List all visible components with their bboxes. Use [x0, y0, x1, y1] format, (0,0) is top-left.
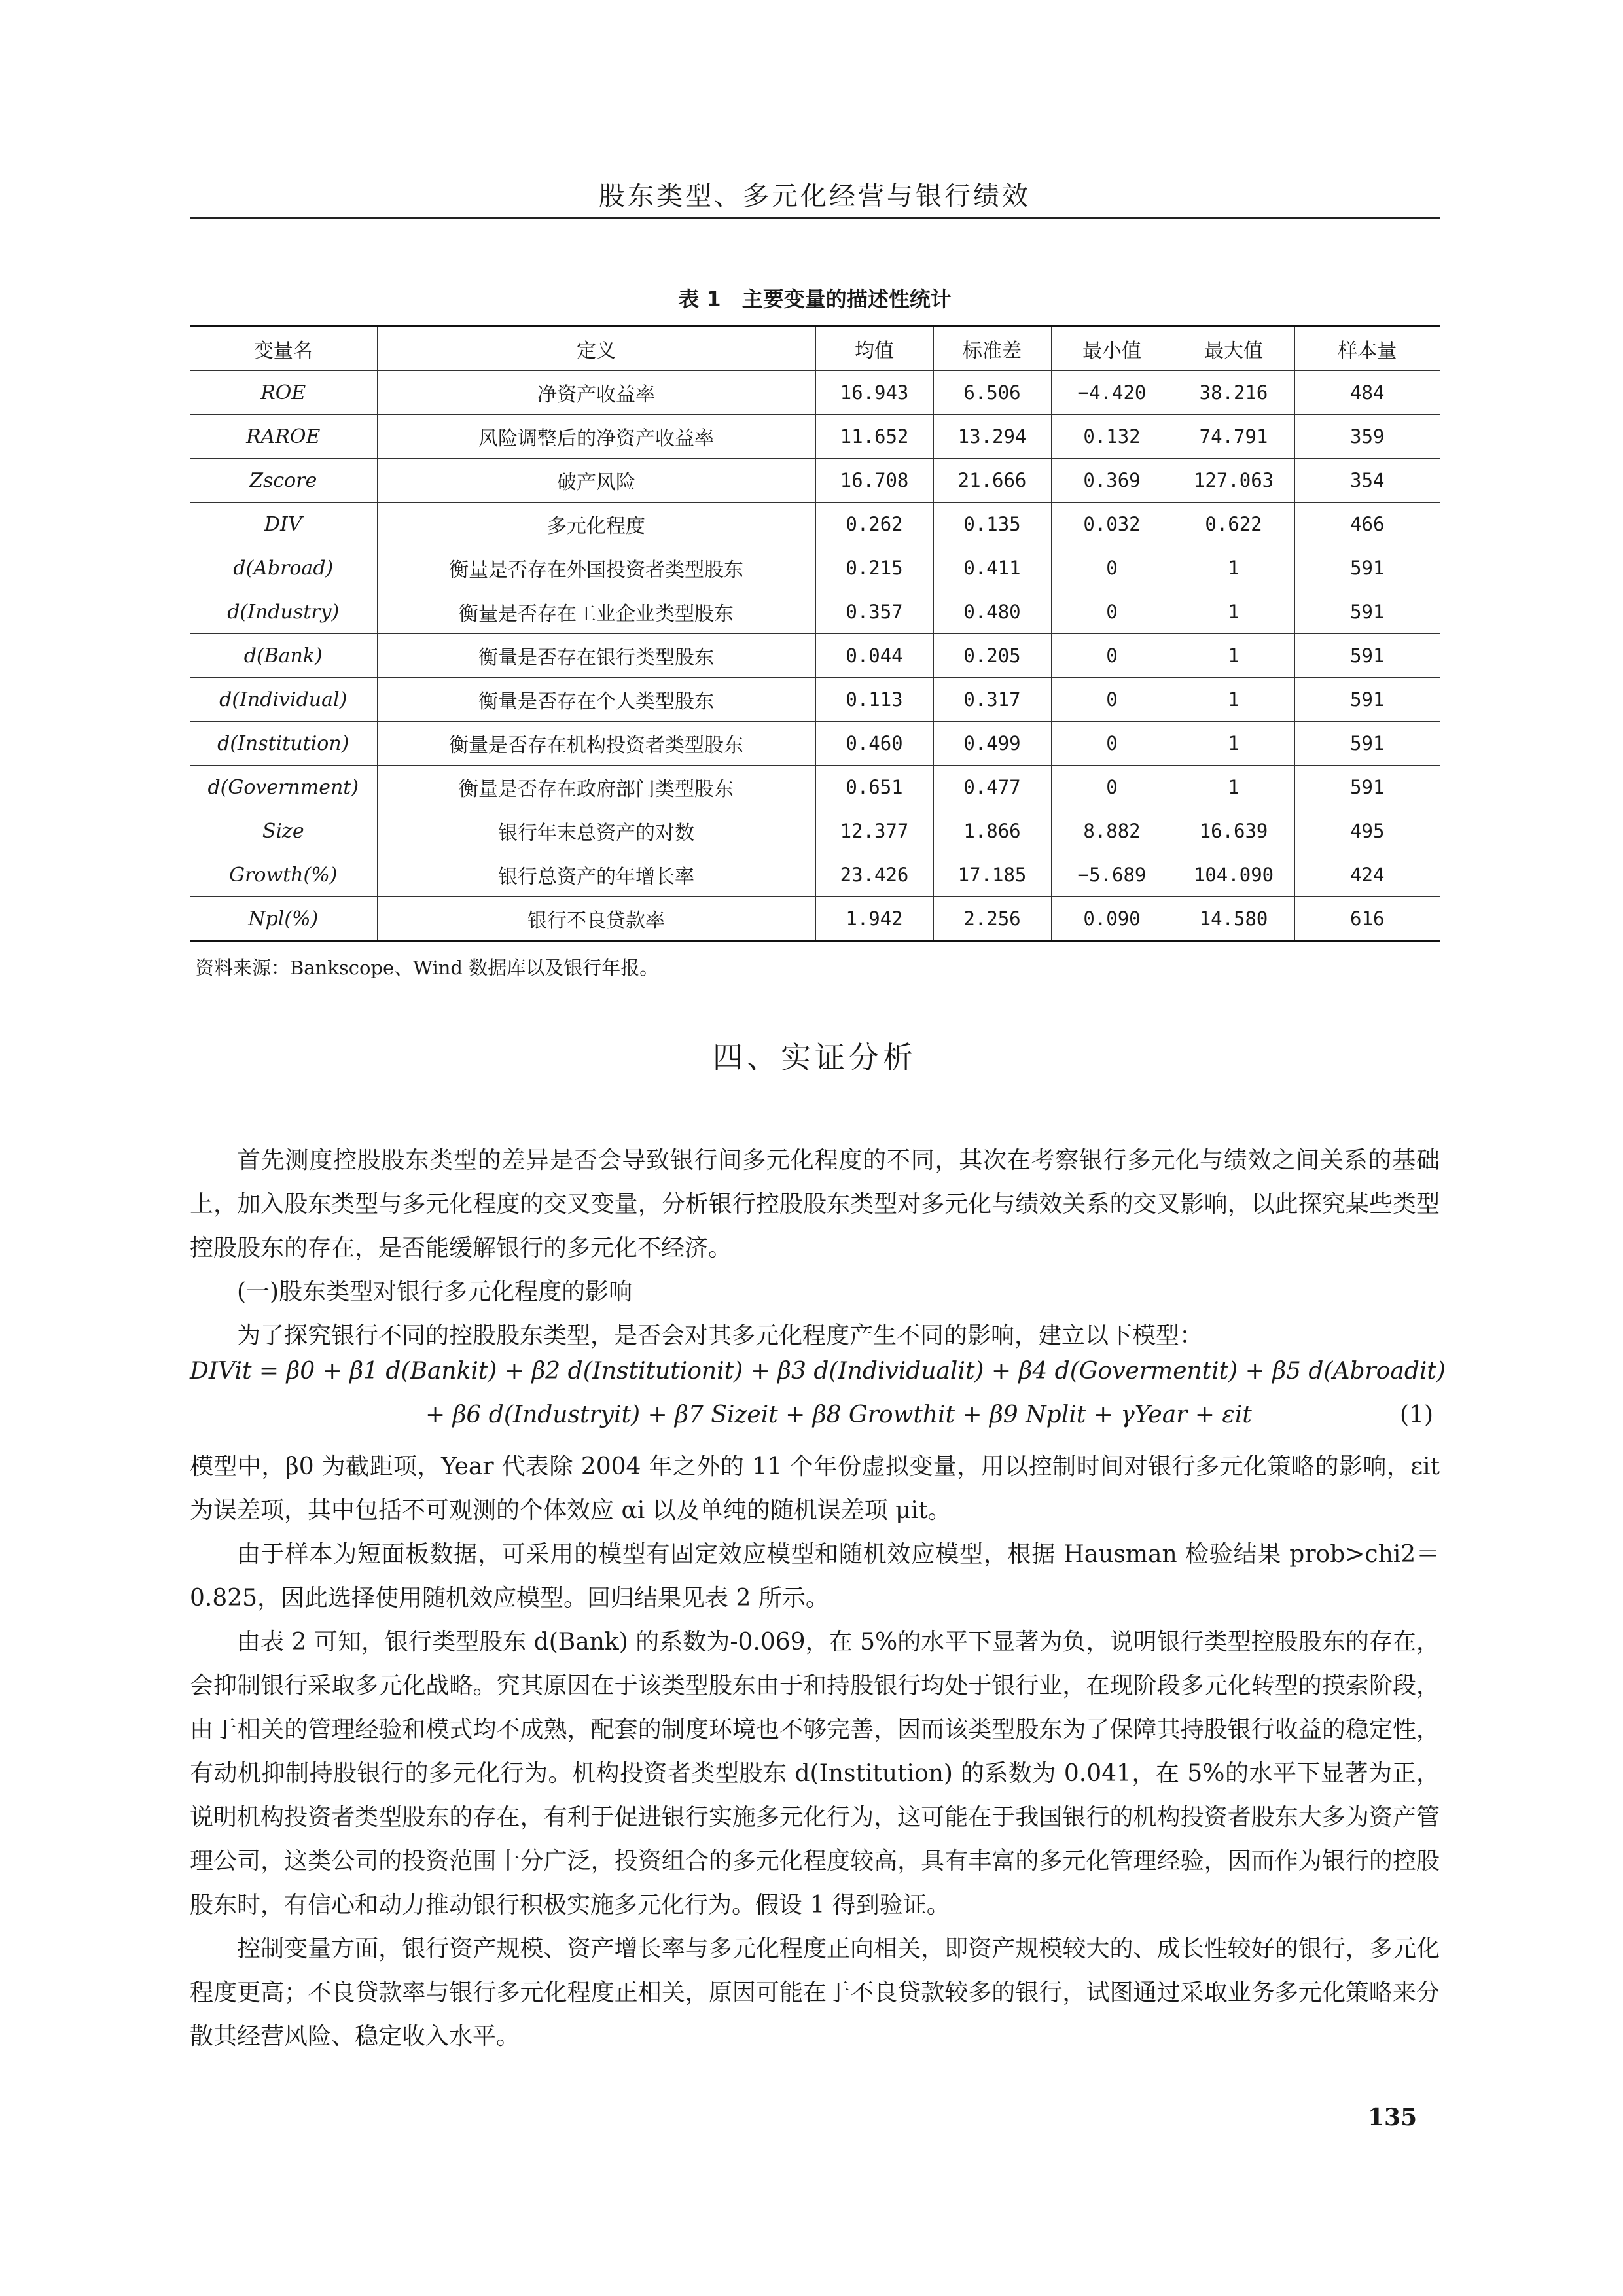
- cell-n: 359: [1294, 415, 1440, 459]
- paragraph-intro: 首先测度控股股东类型的差异是否会导致银行间多元化程度的不同，其次在考察银行多元化与绩效之间关系的基础上，加入股东类型与多元化程度的交叉变量，分析银行控股股东类型对多元化与绩效关系的交叉影响，以此探究某些类型控股股东的存在，是否能缓解银行的多元化不经济。: [190, 1147, 1440, 1262]
- col-header-definition: 定义: [377, 327, 815, 371]
- cell-n: 591: [1294, 634, 1440, 678]
- table-row: [190, 678, 1440, 722]
- cell-n: 424: [1294, 853, 1440, 897]
- section-heading: 四、实证分析: [713, 1040, 917, 1075]
- cell-max: 1: [1173, 766, 1294, 809]
- cell-definition: 衡量是否存在机构投资者类型股东: [377, 722, 815, 766]
- cell-n: 591: [1294, 546, 1440, 590]
- paragraph-hausman: 由于样本为短面板数据，可采用的模型有固定效应模型和随机效应模型，根据 Hausman 检验结果 prob>chi2＝0.825，因此选择使用随机效应模型。回归结果见表 2 所示。: [190, 1541, 1440, 1612]
- table-row: [190, 722, 1440, 766]
- cell-variable: Npl(%): [190, 897, 377, 942]
- col-header-variable: 变量名: [190, 327, 377, 371]
- table-row: [190, 371, 1440, 415]
- table-row: [190, 546, 1440, 590]
- cell-max: 1: [1173, 546, 1294, 590]
- cell-max: 1: [1173, 678, 1294, 722]
- cell-min: 0: [1051, 634, 1173, 678]
- equation-number: (1): [1400, 1402, 1433, 1428]
- cell-max: 74.791: [1173, 415, 1294, 459]
- table-row: [190, 459, 1440, 503]
- col-header-n: 样本量: [1294, 327, 1440, 371]
- cell-variable: d(Institution): [190, 722, 377, 766]
- cell-variable: Size: [190, 809, 377, 853]
- cell-mean: 12.377: [815, 809, 933, 853]
- cell-definition: 衡量是否存在银行类型股东: [377, 634, 815, 678]
- cell-variable: d(Government): [190, 766, 377, 809]
- cell-mean: 0.651: [815, 766, 933, 809]
- paragraph-model-explain: 模型中，β0 为截距项，Year 代表除 2004 年之外的 11 个年份虚拟变量，用以控制时间对银行多元化策略的影响，εit 为误差项，其中包括不可观测的个体效应 αi 以及单纯的随机误差项 μit。: [190, 1453, 1440, 1524]
- cell-mean: 23.426: [815, 853, 933, 897]
- cell-max: 1: [1173, 722, 1294, 766]
- cell-n: 591: [1294, 678, 1440, 722]
- cell-variable: Growth(%): [190, 853, 377, 897]
- table-row: [190, 766, 1440, 809]
- equation-line-1: [190, 1358, 1446, 1385]
- table-caption: 表 1 主要变量的描述性统计: [678, 287, 952, 311]
- cell-max: 127.063: [1173, 459, 1294, 503]
- cell-std: 0.317: [933, 678, 1051, 722]
- cell-min: 0: [1051, 678, 1173, 722]
- col-header-mean: 均值: [815, 327, 933, 371]
- cell-min: 0.132: [1051, 415, 1173, 459]
- cell-variable: RAROE: [190, 415, 377, 459]
- cell-variable: ROE: [190, 371, 377, 415]
- table-header-row: [190, 327, 1440, 371]
- cell-definition: 破产风险: [377, 459, 815, 503]
- col-header-min: 最小值: [1051, 327, 1173, 371]
- cell-std: 6.506: [933, 371, 1051, 415]
- cell-std: 0.480: [933, 590, 1051, 634]
- cell-mean: 0.215: [815, 546, 933, 590]
- equation-text-1: DIVit = β0 + β1 d(Bankit) + β2 d(Institutionit) + β3 d(Individualit) + β4 d(Govermentit) + β5 d(Abroadit): [190, 1358, 1446, 1385]
- subsection-heading: (一)股东类型对银行多元化程度的影响: [237, 1279, 633, 1305]
- cell-std: 0.205: [933, 634, 1051, 678]
- cell-mean: 16.708: [815, 459, 933, 503]
- cell-std: 13.294: [933, 415, 1051, 459]
- cell-definition: 衡量是否存在个人类型股东: [377, 678, 815, 722]
- header-rule: [190, 217, 1440, 219]
- cell-definition: 衡量是否存在政府部门类型股东: [377, 766, 815, 809]
- cell-definition: 银行总资产的年增长率: [377, 853, 815, 897]
- col-header-max: 最大值: [1173, 327, 1294, 371]
- cell-mean: 0.460: [815, 722, 933, 766]
- table-row: [190, 809, 1440, 853]
- cell-min: −4.420: [1051, 371, 1173, 415]
- cell-max: 0.622: [1173, 503, 1294, 546]
- paragraph-model-intro: 为了探究银行不同的控股股东类型，是否会对其多元化程度产生不同的影响，建立以下模型：: [237, 1322, 1204, 1349]
- cell-std: 0.499: [933, 722, 1051, 766]
- cell-min: 0.032: [1051, 503, 1173, 546]
- cell-max: 38.216: [1173, 371, 1294, 415]
- cell-definition: 净资产收益率: [377, 371, 815, 415]
- cell-definition: 风险调整后的净资产收益率: [377, 415, 815, 459]
- descriptive-stats-table: [190, 325, 1440, 942]
- cell-std: 1.866: [933, 809, 1051, 853]
- cell-mean: 0.262: [815, 503, 933, 546]
- cell-std: 0.411: [933, 546, 1051, 590]
- cell-mean: 0.044: [815, 634, 933, 678]
- cell-definition: 银行年末总资产的对数: [377, 809, 815, 853]
- cell-mean: 11.652: [815, 415, 933, 459]
- cell-n: 495: [1294, 809, 1440, 853]
- cell-max: 104.090: [1173, 853, 1294, 897]
- cell-definition: 多元化程度: [377, 503, 815, 546]
- body-block-2: [190, 1445, 1440, 2058]
- cell-n: 466: [1294, 503, 1440, 546]
- cell-variable: Zscore: [190, 459, 377, 503]
- cell-min: 0: [1051, 590, 1173, 634]
- cell-min: 8.882: [1051, 809, 1173, 853]
- cell-variable: d(Abroad): [190, 546, 377, 590]
- paragraph-results: 由表 2 可知，银行类型股东 d(Bank) 的系数为-0.069，在 5%的水平下显著为负，说明银行类型控股股东的存在，会抑制银行采取多元化战略。究其原因在于该类型股东由于和持股银行均处于银行业，在现阶段多元化转型的摸索阶段，由于相关的管理经验和模式均不成熟，配套的制度环境也不够完善，因而该类型股东为了保障其持股银行收益的稳定性，有动机抑制持股银行的多元化行为。机构投资者类型股东 d(Institution) 的系数为 0.041，在 5%的水平下显著为正，说明机构投资者类型股东的存在，有利于促进银行实施多元化行为，这可能在于我国银行的机构投资者股东大多为资产管理公司，这类公司的投资范围十分广泛，投资组合的多元化程度较高，具有丰富的多元化管理经验，因而作为银行的控股股东时，有信心和动力推动银行积极实施多元化行为。假设 1 得到验证。: [190, 1629, 1440, 1918]
- cell-definition: 衡量是否存在工业企业类型股东: [377, 590, 815, 634]
- table-row: [190, 634, 1440, 678]
- cell-max: 16.639: [1173, 809, 1294, 853]
- cell-variable: d(Individual): [190, 678, 377, 722]
- table-source-note: 资料来源：Bankscope、Wind 数据库以及银行年报。: [195, 957, 659, 979]
- cell-mean: 0.357: [815, 590, 933, 634]
- cell-mean: 16.943: [815, 371, 933, 415]
- cell-definition: 衡量是否存在外国投资者类型股东: [377, 546, 815, 590]
- cell-variable: d(Industry): [190, 590, 377, 634]
- cell-n: 616: [1294, 897, 1440, 942]
- body-block-1: [190, 1139, 1440, 1358]
- equation-text-2: + β6 d(Industryit) + β7 Sizeit + β8 Growthit + β9 Nplit + γYear + εit: [425, 1402, 1252, 1428]
- cell-std: 2.256: [933, 897, 1051, 942]
- cell-max: 1: [1173, 590, 1294, 634]
- cell-n: 484: [1294, 371, 1440, 415]
- cell-definition: 银行不良贷款率: [377, 897, 815, 942]
- cell-mean: 0.113: [815, 678, 933, 722]
- cell-min: −5.689: [1051, 853, 1173, 897]
- cell-n: 354: [1294, 459, 1440, 503]
- cell-n: 591: [1294, 766, 1440, 809]
- table-row: [190, 503, 1440, 546]
- cell-max: 14.580: [1173, 897, 1294, 942]
- table-row: [190, 415, 1440, 459]
- cell-variable: DIV: [190, 503, 377, 546]
- running-header: 股东类型、多元化经营与银行绩效: [599, 181, 1031, 211]
- cell-max: 1: [1173, 634, 1294, 678]
- table-row: [190, 853, 1440, 897]
- cell-std: 0.135: [933, 503, 1051, 546]
- cell-min: 0.369: [1051, 459, 1173, 503]
- cell-min: 0.090: [1051, 897, 1173, 942]
- cell-std: 0.477: [933, 766, 1051, 809]
- cell-variable: d(Bank): [190, 634, 377, 678]
- table-row: [190, 590, 1440, 634]
- page-number: 135: [1368, 2104, 1418, 2131]
- table-row: [190, 897, 1440, 942]
- cell-std: 21.666: [933, 459, 1051, 503]
- cell-min: 0: [1051, 766, 1173, 809]
- cell-mean: 1.942: [815, 897, 933, 942]
- cell-n: 591: [1294, 590, 1440, 634]
- cell-n: 591: [1294, 722, 1440, 766]
- col-header-std: 标准差: [933, 327, 1051, 371]
- cell-min: 0: [1051, 722, 1173, 766]
- cell-min: 0: [1051, 546, 1173, 590]
- cell-std: 17.185: [933, 853, 1051, 897]
- paragraph-controls: 控制变量方面，银行资产规模、资产增长率与多元化程度正向相关，即资产规模较大的、成长性较好的银行，多元化程度更高；不良贷款率与银行多元化程度正相关，原因可能在于不良贷款较多的银行，试图通过采取业务多元化策略来分散其经营风险、稳定收入水平。: [190, 1935, 1440, 2050]
- equation-line-2: [190, 1402, 1440, 1428]
